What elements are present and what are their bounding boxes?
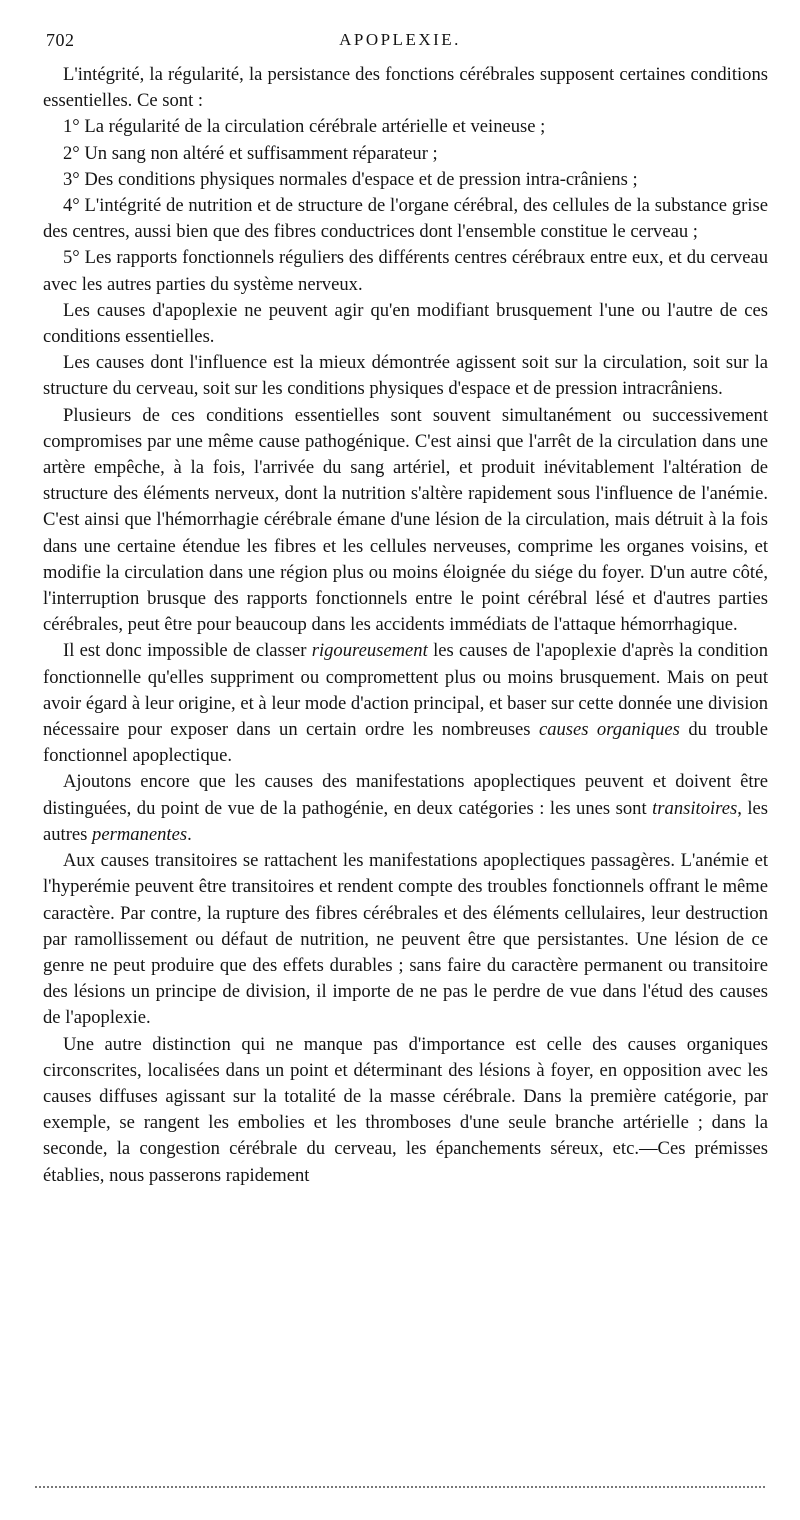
paragraph-condition-2: 2° Un sang non altéré et suffisamment réparateur ; [63,142,438,164]
italic-term: transitoires [652,797,738,819]
italic-term: rigoureusement [311,640,428,662]
paragraph-causes-transitoires: Aux causes transitoires se rattachent les manifestations apoplectiques passagères. L'anémie et l'hyperémie peuvent être transitoires et rendent compte des troubles fonctionnels offrant le même caractère. Par contre, la rupture des fibres cérébrales et des éléments cellulaires, leur destruction par ramollissement ou défaut de nutrition, ne peuvent être que persistantes. Une lésion de ce genre ne peut produire que des effets durables ; sans faire du caractère permanent ou transitoire des lésions un principe de division, il importe de ne pas le perdre de vue dans l'étud des causes de l'apoplexie. [43,850,768,1029]
page-header [40,30,760,56]
page-number: 702 [46,30,75,50]
footer-dotted-rule [35,1486,765,1488]
paragraph-causes-influence: Les causes dont l'influence est la mieux démontrée agissent soit sur la circulation, soit sur la structure du cerveau, soit sur les conditions physiques d'espace et de pression intracrâniens. [43,352,768,400]
paragraph-text: du trouble fonctionnel apoplectique. [43,719,769,767]
paragraph-text: Il est donc impossible de classer [63,640,312,662]
paragraph-causes-agir: Les causes d'apoplexie ne peuvent agir qu'en modifiant brusquement l'une ou l'autre de ces conditions essentielles. [43,299,768,348]
body-text [43,62,768,1189]
paragraph-text: les causes de l'apoplexie d'après la condition fonctionnelle qu'elles suppriment ou compromettent plus ou moins brusquement. Mais on peut avoir égard à leur origine, et à leur mode d'action principal, et baser sur cette donnée une division nécessaire pour exposer dans un certain ordre les nombreuses [43,640,768,741]
paragraph-text: . [187,823,192,845]
paragraph-text: , les autres [43,797,769,845]
paragraph-condition-3: 3° Des conditions physiques normales d'espace et de pression intra-crâniens ; [63,168,638,190]
paragraph-categories [43,769,768,848]
paragraph-text: Ajoutons encore que les causes des manifestations apoplectiques peuvent et doivent être distinguées, du point de vue de la pathogénie, en deux catégories : les unes sont [43,771,768,819]
paragraph-plusieurs-conditions: Plusieurs de ces conditions essentielles sont souvent simultanément ou successivement compromises par une même cause pathogénique. C'est ainsi que l'arrêt de la circulation dans une artère empêche, à la fois, l'arrivée du sang artériel, et produit inévitablement l'altération de structure des éléments nerveux, dont la nutrition s'altère rapidement sous l'influence de l'anémie. C'est ainsi que l'hémorrhagie cérébrale émane d'une lésion de la circulation, mais détruit à la fois dans une certaine étendue les fibres et les cellules nerveuses, comprime les organes voisins, et modifie la circulation dans une région plus ou moins éloignée du siége du foyer. D'un autre côté, l'interruption brusque des rapports fonctionnels entre le point cérébral lésé et d'autres parties cérébrales, peut être pour beaucoup dans les accidents immédiats de l'attaque hémorrhagique. [43,404,768,636]
italic-term: permanentes [92,823,188,845]
paragraph-condition-5: 5° Les rapports fonctionnels réguliers des différents centres cérébraux entre eux, et du cerveau avec les autres parties du système nerveux. [43,247,768,295]
paragraph-condition-4: 4° L'intégrité de nutrition et de structure de l'organe cérébral, des cellules de la substance grise des centres, aussi bien que des fibres conductrices dont l'ensemble constitue le cerveau ; [43,195,768,243]
paragraph-classification [43,638,768,769]
paragraph-autre-distinction: Une autre distinction qui ne manque pas d'importance est celle des causes organiques circonscrites, localisées dans un point et déterminant des lésions à foyer, en opposition avec les causes diffuses agissant sur la totalité de la masse cérébrale. Dans la première catégorie, par exemple, se rangent les embolies et les thromboses d'une seule branche artérielle ; dans la seconde, la congestion cérébrale du cerveau, les épanchements séreux, etc.—Ces prémisses établies, nous passerons rapidement [43,1033,768,1186]
running-title: APOPLEXIE. [339,30,461,49]
paragraph-condition-1: 1° La régularité de la circulation cérébrale artérielle et veineuse ; [63,116,546,138]
paragraph-intro: L'intégrité, la régularité, la persistance des fonctions cérébrales supposent certaines conditions essentielles. Ce sont : [43,64,768,112]
italic-term: causes organiques [538,719,680,741]
